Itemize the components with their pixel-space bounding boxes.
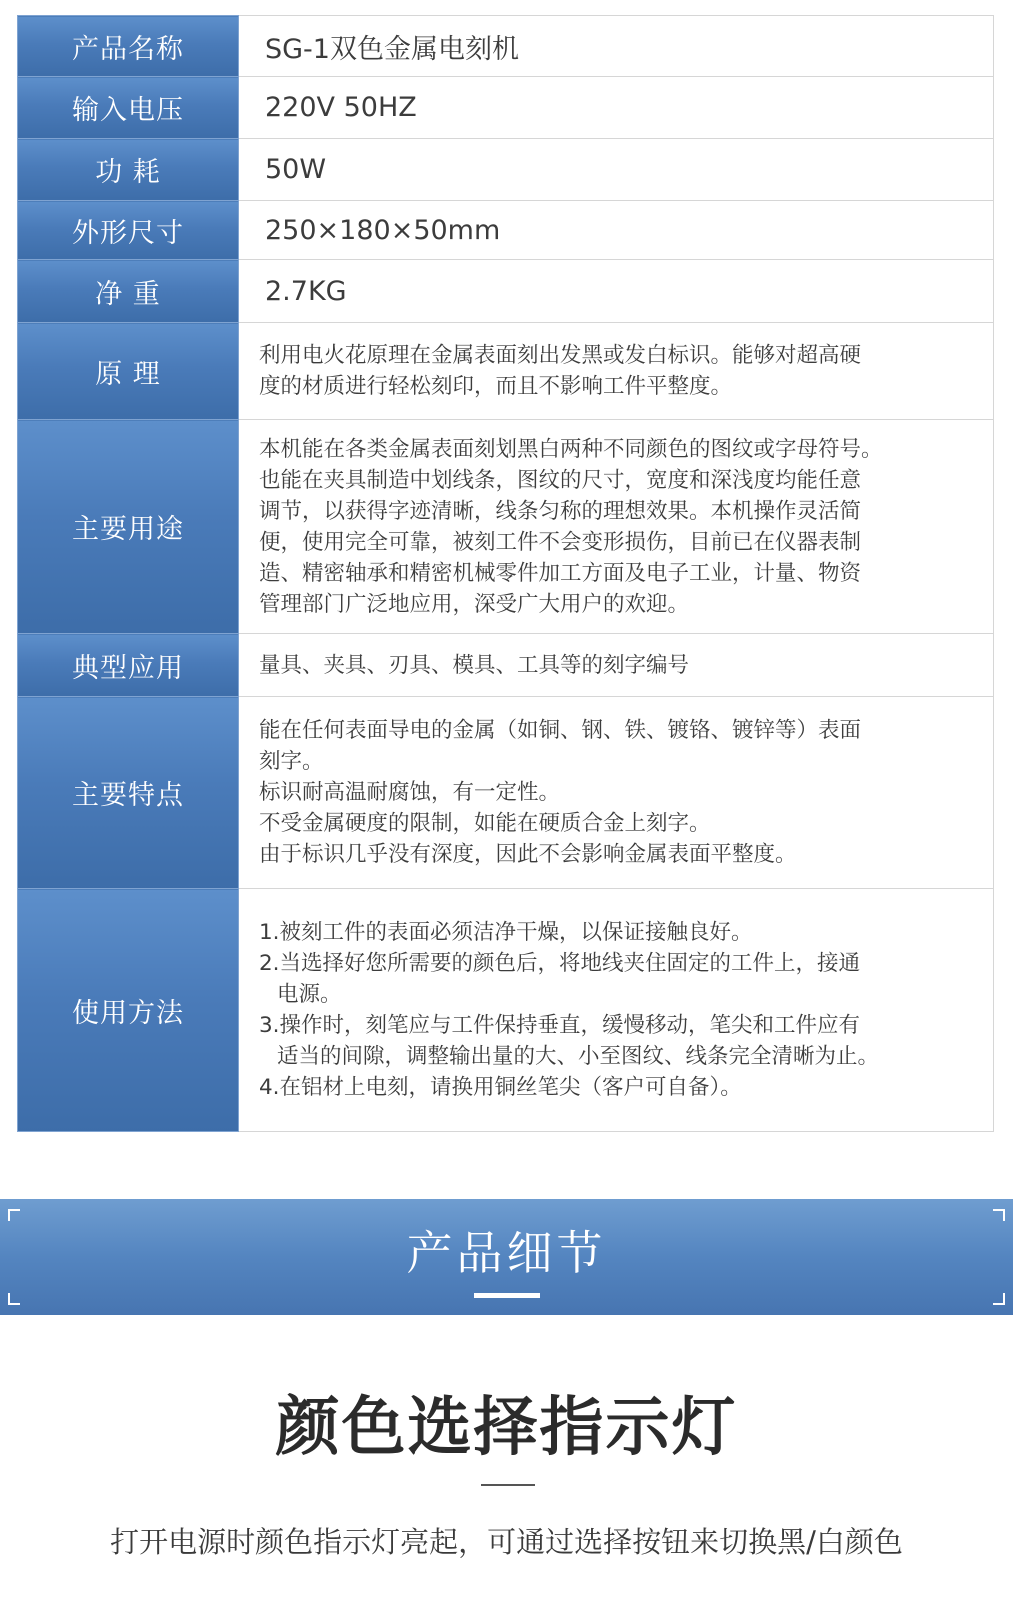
section-banner [0, 1199, 1013, 1315]
section-title: 颜色选择指示灯 [275, 1391, 738, 1465]
spec-line: 电源。 [277, 982, 342, 1007]
spec-row-instructions [18, 889, 994, 1132]
spec-line: 适当的间隙，调整输出量的大、小至图纹、线条完全清晰为止。 [277, 1044, 880, 1069]
spec-line: 由于标识几乎没有深度，因此不会影响金属表面平整度。 [259, 842, 797, 867]
banner-title: 产品细节 [406, 1226, 607, 1280]
spec-line: 标识耐高温耐腐蚀，有一定性。 [259, 780, 561, 805]
spec-label: 功 耗 [18, 139, 239, 201]
spec-value: SG-1双色金属电刻机 [239, 16, 994, 77]
spec-line: 能在任何表面导电的金属（如铜、钢、铁、镀铬、镀锌等）表面 [259, 718, 862, 743]
spec-line: 度的材质进行轻松刻印，而且不影响工件平整度。 [259, 374, 733, 399]
spec-label: 使用方法 [18, 889, 239, 1132]
spec-line: 造、精密轴承和精密机械零件加工方面及电子工业，计量、物资 [259, 560, 862, 586]
spec-line: 3.操作时，刻笔应与工件保持垂直，缓慢移动，笔尖和工件应有 [259, 1013, 861, 1038]
spec-row-features [18, 697, 994, 889]
spec-label: 主要特点 [18, 697, 239, 889]
spec-row-dimensions [18, 201, 994, 260]
spec-label: 原 理 [18, 323, 239, 420]
section-divider [481, 1484, 535, 1486]
spec-table [17, 15, 994, 1132]
spec-line: 也能在夹具制造中划线条，图纹的尺寸，宽度和深浅度均能任意 [259, 467, 862, 493]
spec-value [239, 634, 994, 697]
spec-line: 刻字。 [259, 749, 324, 774]
spec-line: 2.当选择好您所需要的颜色后，将地线夹住固定的工件上，接通 [259, 951, 861, 976]
spec-row-power [18, 139, 994, 201]
section-description: 打开电源时颜色指示灯亮起，可通过选择按钮来切换黑/白颜色 [110, 1525, 903, 1559]
spec-value [239, 697, 994, 889]
spec-label: 输入电压 [18, 77, 239, 139]
spec-value [239, 420, 994, 634]
spec-label: 净 重 [18, 260, 239, 323]
spec-row-applications [18, 634, 994, 697]
spec-line: 不受金属硬度的限制，如能在硬质合金上刻字。 [259, 811, 711, 836]
spec-label: 典型应用 [18, 634, 239, 697]
spec-value: 220V 50HZ [239, 77, 994, 139]
spec-row-voltage [18, 77, 994, 139]
spec-line: 便，使用完全可靠，被刻工件不会变形损伤，目前已在仪器表制 [259, 529, 862, 555]
spec-line: 本机能在各类金属表面刻划黑白两种不同颜色的图纹或字母符号。 [259, 436, 883, 462]
spec-row-name [18, 16, 994, 77]
spec-line: 4.在铝材上电刻，请换用铜丝笔尖（客户可自备）。 [259, 1075, 742, 1100]
spec-line: 管理部门广泛地应用，深受广大用户的欢迎。 [259, 591, 690, 617]
corner-bracket-icon [993, 1293, 1005, 1305]
spec-row-usage [18, 420, 994, 634]
spec-value: 50W [239, 139, 994, 201]
spec-line: 量具、夹具、刃具、模具、工具等的刻字编号 [259, 652, 690, 678]
spec-value: 250×180×50mm [239, 201, 994, 260]
spec-line: 调节，以获得字迹清晰，线条匀称的理想效果。本机操作灵活简 [259, 498, 862, 524]
spec-label: 外形尺寸 [18, 201, 239, 260]
spec-value: 2.7KG [239, 260, 994, 323]
spec-value [239, 323, 994, 420]
spec-row-principle [18, 323, 994, 420]
spec-value [239, 889, 994, 1132]
spec-label: 产品名称 [18, 16, 239, 77]
spec-row-weight [18, 260, 994, 323]
spec-label: 主要用途 [18, 420, 239, 634]
corner-bracket-icon [8, 1293, 20, 1305]
banner-underline [474, 1293, 540, 1298]
spec-line: 利用电火花原理在金属表面刻出发黑或发白标识。能够对超高硬 [259, 343, 862, 368]
spec-line: 1.被刻工件的表面必须洁净干燥，以保证接触良好。 [259, 920, 753, 945]
